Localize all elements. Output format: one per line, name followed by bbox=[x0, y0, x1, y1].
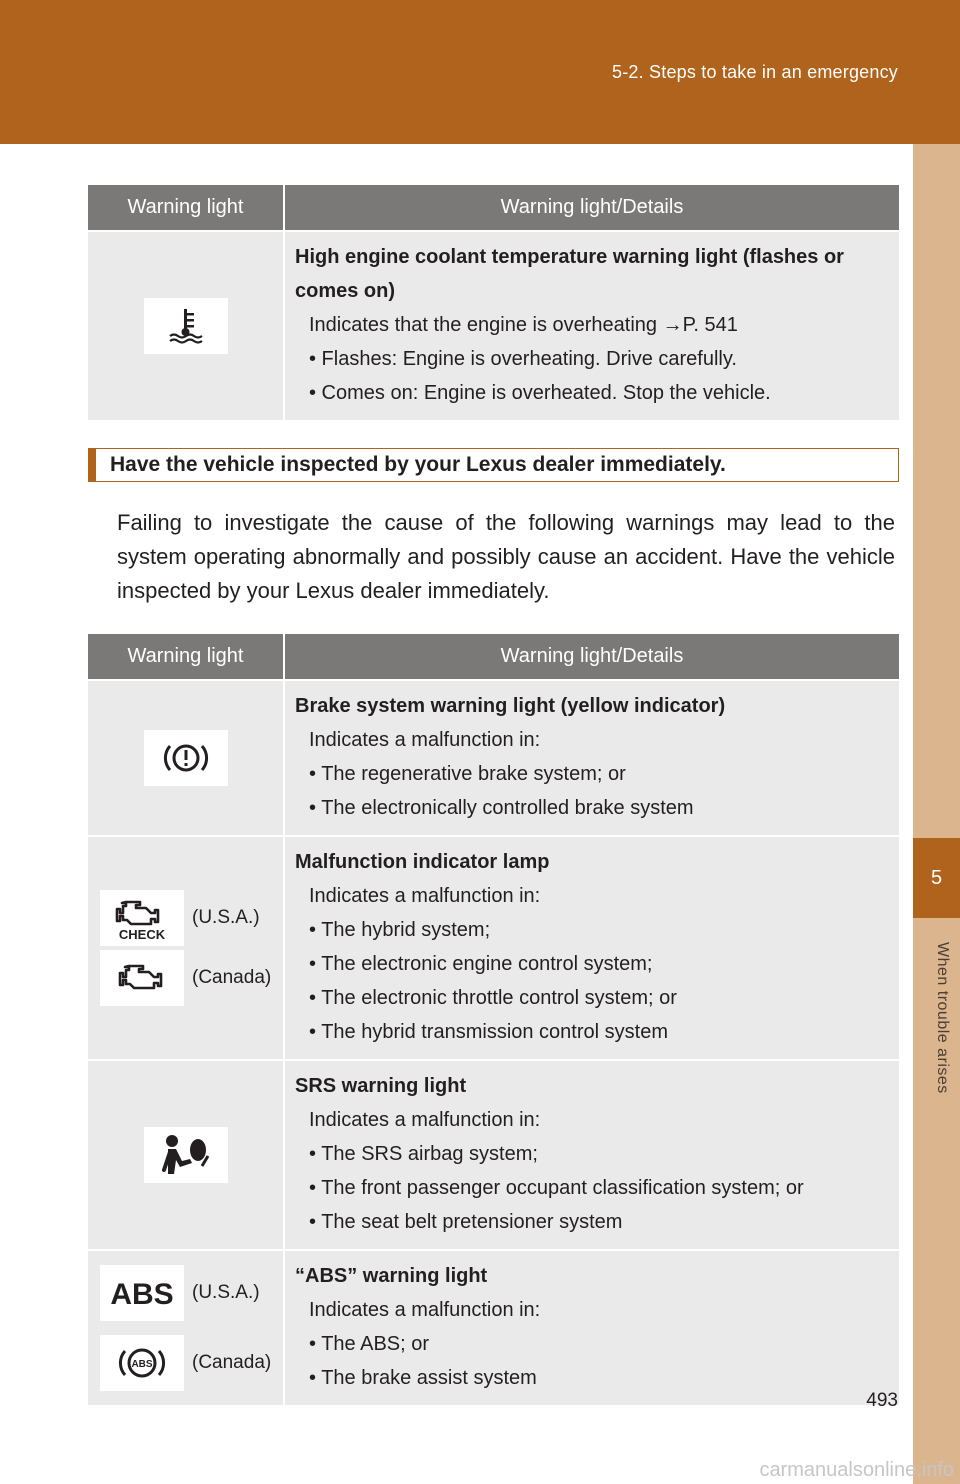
chapter-title-tab: When trouble arises bbox=[934, 942, 951, 1094]
table-row bbox=[88, 231, 899, 420]
row-bullet: • The hybrid transmission control system bbox=[309, 1021, 668, 1043]
warning-table-2 bbox=[88, 634, 899, 1405]
section-heading: Have the vehicle inspected by your Lexus dealer immediately. bbox=[88, 448, 899, 482]
icon-cell bbox=[88, 1060, 284, 1250]
row-description: Indicates a malfunction in: bbox=[309, 885, 541, 907]
airbag-icon bbox=[144, 1127, 228, 1183]
detail-cell bbox=[284, 1250, 899, 1405]
row-title: “ABS” warning light bbox=[295, 1265, 488, 1287]
abs-text-icon bbox=[100, 1265, 184, 1321]
abs-circle-icon bbox=[100, 1335, 184, 1391]
header-warning-light: Warning light bbox=[88, 185, 284, 231]
row-bullet: • Flashes: Engine is overheating. Drive carefully. bbox=[309, 348, 737, 370]
table-row bbox=[88, 836, 899, 1060]
side-strip bbox=[913, 144, 960, 1484]
chapter-number-tab: 5 bbox=[913, 838, 960, 918]
row-bullet: • The electronically controlled brake system bbox=[309, 797, 694, 819]
region-label: (Canada) bbox=[192, 1352, 272, 1373]
row-bullet: • The electronic engine control system; bbox=[309, 953, 653, 975]
region-label: (U.S.A.) bbox=[192, 907, 260, 928]
engine-icon bbox=[100, 950, 184, 1006]
row-bullet: • The electronic throttle control system; or bbox=[309, 987, 677, 1009]
brake-system-icon bbox=[144, 730, 228, 786]
table-row bbox=[88, 1060, 899, 1250]
svg-text:ABS: ABS bbox=[110, 1278, 174, 1311]
table-header-row bbox=[88, 634, 899, 680]
section-title: 5-2. Steps to take in an emergency bbox=[612, 62, 898, 82]
table-row bbox=[88, 1250, 899, 1405]
table-header-row bbox=[88, 185, 899, 231]
row-title: SRS warning light bbox=[295, 1075, 467, 1097]
svg-text:ABS: ABS bbox=[131, 1359, 153, 1370]
icon-variant-usa bbox=[100, 890, 283, 946]
detail-cell bbox=[284, 680, 899, 836]
icon-variant-usa bbox=[100, 1265, 283, 1321]
row-bullet: • The ABS; or bbox=[309, 1333, 430, 1355]
icon-variant-canada bbox=[100, 1335, 283, 1391]
coolant-temperature-icon bbox=[144, 298, 228, 354]
row-description: Indicates a malfunction in: bbox=[309, 1299, 541, 1321]
row-title: Brake system warning light (yellow indicator) bbox=[295, 695, 726, 717]
row-bullet: • The regenerative brake system; or bbox=[309, 763, 626, 785]
row-description: Indicates that the engine is overheating →P. 541 bbox=[309, 314, 738, 336]
row-bullet: • The brake assist system bbox=[309, 1367, 537, 1389]
svg-text:CHECK: CHECK bbox=[118, 927, 166, 942]
detail-cell bbox=[284, 1060, 899, 1250]
page-number: 493 bbox=[866, 1390, 898, 1411]
icon-variant-canada bbox=[100, 950, 283, 1006]
row-title: Malfunction indicator lamp bbox=[295, 851, 550, 873]
row-bullet: • The front passenger occupant classification system; or bbox=[309, 1177, 804, 1199]
detail-cell bbox=[284, 231, 899, 420]
row-bullet: • The SRS airbag system; bbox=[309, 1143, 538, 1165]
icon-cell bbox=[88, 231, 284, 420]
header-details: Warning light/Details bbox=[284, 634, 899, 680]
row-description: Indicates a malfunction in: bbox=[309, 1109, 541, 1131]
icon-cell bbox=[88, 1250, 284, 1405]
watermark: carmanualsonline.info bbox=[759, 1459, 954, 1481]
icon-cell bbox=[88, 836, 284, 1060]
table-row bbox=[88, 680, 899, 836]
intro-paragraph: Failing to investigate the cause of the following warnings may lead to the system operating abnormally and possibly cause an accident. Have the vehicle inspected by your Lexus dealer immediately. bbox=[117, 510, 895, 603]
row-description: Indicates a malfunction in: bbox=[309, 729, 541, 751]
region-label: (U.S.A.) bbox=[192, 1282, 260, 1303]
check-engine-icon bbox=[100, 890, 184, 946]
row-title: High engine coolant temperature warning light (flashes or comes on) bbox=[295, 246, 844, 302]
page-header bbox=[0, 0, 960, 144]
icon-cell bbox=[88, 680, 284, 836]
row-bullet: • The hybrid system; bbox=[309, 919, 491, 941]
region-label: (Canada) bbox=[192, 967, 272, 988]
header-details: Warning light/Details bbox=[284, 185, 899, 231]
row-bullet: • The seat belt pretensioner system bbox=[309, 1211, 623, 1233]
row-bullet: • Comes on: Engine is overheated. Stop the vehicle. bbox=[309, 382, 771, 404]
header-warning-light: Warning light bbox=[88, 634, 284, 680]
detail-cell bbox=[284, 836, 899, 1060]
warning-table-1 bbox=[88, 185, 899, 420]
